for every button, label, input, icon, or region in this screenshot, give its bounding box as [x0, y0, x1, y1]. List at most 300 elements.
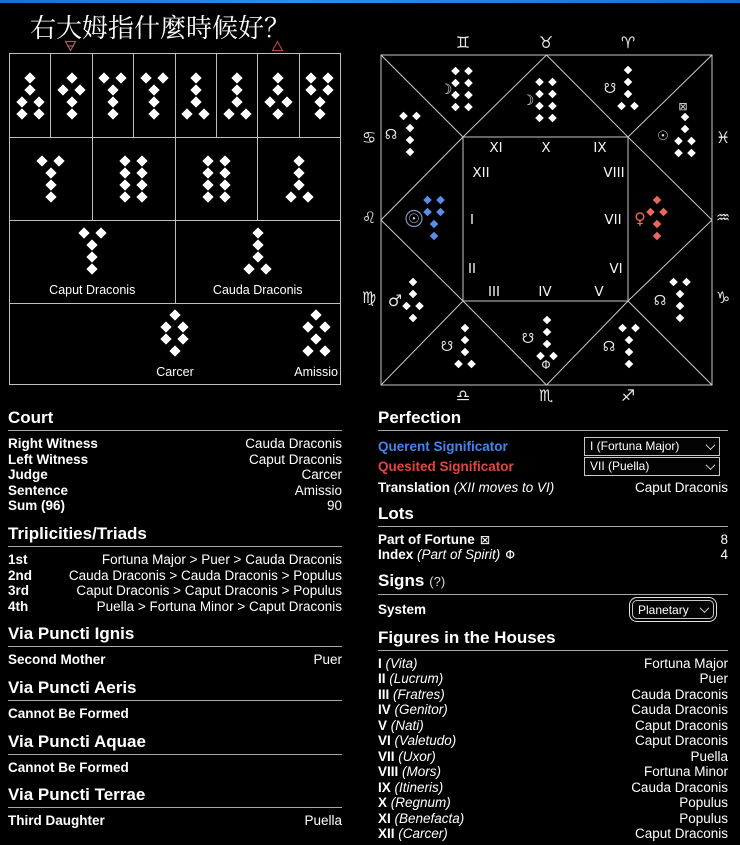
zodiac-sign-bottom: ♏ [538, 386, 554, 405]
figure-dot [402, 302, 411, 311]
quesited-significator-row [378, 456, 728, 476]
triplicity-row-2nd-value: Cauda Draconis > Cauda Draconis > Populus [68, 567, 342, 583]
zodiac-sign-top: ♉ [538, 33, 554, 52]
house-number-IV: IV [538, 284, 552, 300]
via-puncti-ignis-row-value: Puer [313, 652, 342, 668]
lots-rows [378, 532, 728, 563]
figure-label: Cauda Draconis [212, 283, 303, 297]
house-row-viii-value: Fortuna Minor [643, 764, 728, 779]
figure-dot [78, 227, 89, 238]
house-row-vi-value: Caput Draconis [634, 733, 728, 748]
figure-dot [33, 108, 44, 119]
figures-in-houses-rows [378, 656, 728, 842]
figure-dot [57, 84, 68, 95]
figure-dot [543, 316, 552, 325]
figure-dot [45, 191, 56, 202]
house-row-iv-label: IV (Genitor) [378, 702, 448, 717]
figure-dot [687, 137, 696, 146]
house-XI-figure-populus [451, 67, 473, 112]
figure-dot [66, 72, 77, 83]
figure-dot [37, 155, 48, 166]
via-puncti-aeris-row [8, 706, 342, 722]
figure-dot [285, 191, 296, 202]
zodiac-sign-right: ♓ [715, 128, 731, 147]
quesited-significator-label: Quesited Significator [378, 458, 514, 474]
court-row-sum-96- [8, 498, 342, 514]
figure-dot [66, 108, 77, 119]
house-number-II: II [468, 261, 476, 277]
house-I-figure-fortuna-major [423, 196, 445, 241]
shield-row-nieces [10, 138, 340, 221]
figure-carcer [162, 309, 187, 357]
shield-row-daughters-mothers [10, 54, 340, 138]
figure-dot [231, 72, 242, 83]
house-row-iii-label: III (Fratres) [378, 686, 445, 702]
figure-dot [423, 208, 432, 217]
house-row-x-label: X (Regnum) [378, 795, 451, 810]
shield-cell-populus [176, 138, 259, 220]
house-XII-figure-caput-draconis [399, 112, 421, 157]
heading-via-puncti-terrae: Via Puncti Terrae [8, 785, 342, 808]
figure-caput-draconis [38, 155, 63, 203]
figure-dot [451, 91, 460, 100]
court-row-judge [8, 467, 342, 483]
triplicity-row-4th [8, 599, 342, 615]
figure-dot [199, 108, 210, 119]
house-number-III: III [488, 284, 500, 300]
figure-puella [59, 72, 84, 120]
figure-dot [436, 196, 445, 205]
court-rows [8, 436, 342, 514]
figure-dot [252, 251, 263, 262]
via-puncti-aquae-row-label: Cannot Be Formed [8, 759, 129, 775]
shield-row-witnesses [10, 221, 340, 304]
figure-dot [107, 96, 118, 107]
figure-dot [54, 155, 65, 166]
figure-dot [646, 208, 655, 217]
perfection-heading: Perfection [378, 408, 728, 431]
lots-row-index-label: Index (Part of Spirit) Φ [378, 547, 516, 562]
figure-dot [631, 324, 640, 333]
figure-dot [681, 113, 690, 122]
figure-dot [202, 167, 213, 178]
planet-symbol-IX: ☋ [603, 81, 617, 97]
figure-dot [302, 321, 313, 332]
planet-symbol-IV: ☋ [521, 331, 535, 347]
shield-cell-puer [258, 54, 299, 137]
figure-dot [119, 167, 130, 178]
house-V-figure-caput-draconis [618, 324, 640, 369]
figure-dot [252, 239, 263, 250]
heading-via-puncti-aeris: Via Puncti Aeris [8, 678, 342, 701]
figure-dot [149, 84, 160, 95]
court-row-right-witness-value: Cauda Draconis [245, 436, 342, 451]
court-row-right-witness [8, 436, 342, 452]
figure-dot [119, 179, 130, 190]
chevron-down-icon [706, 440, 716, 450]
figure-dot [653, 220, 662, 229]
court-row-sentence [8, 483, 342, 499]
figure-dot [273, 72, 284, 83]
querent-significator-label: Querent Significator [378, 438, 508, 454]
house-number-VI: VI [609, 261, 623, 277]
figure-dot [548, 78, 557, 87]
figure-dot [149, 96, 160, 107]
chevron-down-icon [706, 460, 716, 470]
figure-dot [161, 333, 172, 344]
system-select[interactable] [632, 600, 714, 619]
figure-dot [231, 96, 242, 107]
triplicities-heading: Triplicities/Triads [8, 524, 342, 547]
figure-dot [190, 72, 201, 83]
figure-dot [306, 72, 317, 83]
house-row-x [378, 795, 728, 811]
querent-significator-select[interactable] [584, 437, 720, 456]
figure-dot [659, 208, 668, 217]
figure-dot [464, 67, 473, 76]
figure-dot [136, 167, 147, 178]
figure-dot [624, 90, 633, 99]
figure-dot [136, 179, 147, 190]
figure-dot [624, 78, 633, 87]
figure-dot [302, 345, 313, 356]
house-row-x-value: Populus [679, 795, 728, 810]
figure-label: Amissio [294, 365, 338, 379]
figure-dot [178, 321, 189, 332]
figure-dot [149, 108, 160, 119]
figure-dot [625, 336, 634, 345]
house-number-I: I [470, 212, 474, 228]
house-number-IX: IX [593, 140, 607, 156]
page-title: 右大姆指什麼時候好？ [30, 13, 291, 43]
figure-dot [293, 179, 304, 190]
part-of-fortune-icon: ⊠ [678, 100, 688, 113]
planet-symbol-III: ☋ [440, 339, 454, 355]
zodiac-sign-top: ♊ [455, 33, 471, 52]
figure-puer [266, 72, 291, 120]
shield-chart [9, 53, 341, 385]
shield-cell-caput-draconis [134, 54, 175, 137]
figure-dot [535, 114, 544, 123]
figure-dot [169, 345, 180, 356]
figure-dot [95, 227, 106, 238]
figure-dot [190, 96, 201, 107]
figure-dot [202, 179, 213, 190]
figure-dot [169, 309, 180, 320]
figure-dot [464, 79, 473, 88]
figure-dot [273, 84, 284, 95]
sentence-figure-group [294, 309, 338, 379]
figure-dot [310, 333, 321, 344]
figure-caput-draconis [100, 72, 125, 120]
house-divider-line [381, 137, 463, 220]
house-row-v [378, 718, 728, 734]
figure-dot [219, 155, 230, 166]
planet-symbol-XII: ☊ [384, 127, 398, 143]
quesited-significator-value: VII (Puella) [590, 459, 650, 473]
shield-cell-caput-draconis [93, 54, 134, 137]
figure-dot [107, 84, 118, 95]
querent-significator-value: I (Fortuna Major) [590, 439, 680, 453]
shield-cell-cauda-draconis [217, 54, 258, 137]
house-row-ix-value: Cauda Draconis [631, 779, 728, 795]
figure-label: Carcer [156, 365, 194, 379]
court-row-right-witness-label: Right Witness [8, 436, 98, 451]
figure-dot [409, 278, 418, 287]
house-divider-line [381, 220, 463, 301]
lots-row-part-of-fortune-value: 8 [720, 531, 728, 547]
zodiac-sign-bottom: ♐ [620, 386, 636, 405]
figure-dot [406, 136, 415, 145]
figure-dot [240, 108, 251, 119]
figure-dot [107, 108, 118, 119]
figure-dot [454, 360, 463, 369]
triplicity-row-2nd-label: 2nd [8, 567, 33, 583]
figure-dot [625, 348, 634, 357]
figure-dot [409, 314, 418, 323]
figure-dot [406, 124, 415, 133]
planet-symbol-X: ☽ [521, 93, 535, 109]
figure-dot [461, 324, 470, 333]
triplicity-row-3rd-value: Caput Draconis > Caput Draconis > Populus [76, 583, 342, 599]
signs-heading [378, 571, 728, 595]
lots-row-index-value: 4 [720, 547, 728, 562]
house-row-vi [378, 733, 728, 749]
figure-dot [74, 84, 85, 95]
quesited-significator-select[interactable] [584, 457, 720, 476]
figure-dot [423, 196, 432, 205]
figure-cauda-draconis [183, 72, 208, 120]
court-row-sentence-value: Amissio [294, 482, 342, 498]
house-divider-line [628, 301, 712, 385]
via-puncti-aquae-row [8, 760, 342, 776]
house-row-xi-value: Populus [679, 810, 728, 826]
figure-dot [451, 79, 460, 88]
querent-significator-row [378, 436, 728, 456]
house-row-xi [378, 811, 728, 827]
figure-cauda-draconis [245, 227, 270, 275]
via-puncti-terrae-row-label: Third Daughter [8, 813, 105, 829]
house-IX-figure-cauda-draconis [617, 66, 639, 111]
triplicity-row-4th-label: 4th [8, 598, 29, 614]
house-row-i [378, 656, 728, 672]
shield-cell-populus [93, 138, 176, 220]
court-row-left-witness-label: Left Witness [8, 451, 89, 467]
figure-dot [630, 102, 639, 111]
figure-dot [676, 314, 685, 323]
figure-dot [430, 232, 439, 241]
figure-dot [674, 137, 683, 146]
figure-dot [25, 84, 36, 95]
figure-dot [535, 90, 544, 99]
signs-heading-text: Signs [378, 570, 425, 590]
figure-dot [302, 191, 313, 202]
figure-dot [261, 263, 272, 274]
figure-dot [16, 96, 27, 107]
figure-dot [190, 84, 201, 95]
lots-heading: Lots [378, 504, 728, 527]
via-puncti-sections [8, 624, 342, 828]
house-row-viii [378, 764, 728, 780]
figure-dot [157, 72, 168, 83]
figures-in-houses-heading: Figures in the Houses [378, 628, 728, 651]
figure-populus [204, 155, 229, 203]
house-row-ix-label: IX (Itineris) [378, 779, 444, 795]
triplicity-row-1st-label: 1st [8, 551, 28, 567]
figure-dot [310, 309, 321, 320]
help-link[interactable]: (?) [429, 573, 446, 589]
house-divider-line [547, 301, 629, 385]
house-row-ii-value: Puer [699, 671, 728, 686]
planet-symbol-I: ☉ [408, 212, 420, 227]
house-III-figure-cauda-draconis [454, 324, 476, 369]
planet-symbol-V: ☊ [602, 339, 616, 355]
triplicity-row-1st [8, 552, 342, 568]
figure-dot [281, 96, 292, 107]
figure-amissio [304, 309, 329, 357]
via-puncti-terrae-row [8, 813, 342, 829]
figure-dot [231, 84, 242, 95]
shield-cell-cauda-draconis [176, 54, 217, 137]
figure-dot [669, 278, 678, 287]
triplicity-row-3rd [8, 583, 342, 599]
figure-dot [676, 290, 685, 299]
house-VII-figure-puella [646, 196, 668, 241]
judge-figure-group [156, 309, 194, 379]
figure-dot [548, 114, 557, 123]
figure-fortuna-major [307, 72, 332, 120]
house-row-vii [378, 749, 728, 765]
chevron-down-icon [700, 603, 710, 613]
figure-dot [409, 290, 418, 299]
shield-cell-judge [10, 304, 340, 384]
house-row-i-label: I (Vita) [378, 655, 418, 671]
house-row-ii-label: II (Lucrum) [378, 671, 444, 686]
figure-caput-draconis [142, 72, 167, 120]
shield-cell-cauda-draconis [176, 221, 341, 303]
figure-dot [682, 278, 691, 287]
figure-dot [116, 72, 127, 83]
figure-dot [451, 103, 460, 112]
triplicity-row-2nd [8, 568, 342, 584]
court-row-judge-value: Carcer [301, 467, 342, 483]
house-row-vi-label: VI (Valetudo) [378, 733, 457, 748]
house-row-xii [378, 826, 728, 842]
house-row-i-value: Fortuna Major [643, 655, 728, 671]
figure-dot [323, 72, 334, 83]
part-of-spirit-icon: Φ [541, 358, 551, 372]
zodiac-sign-right: ♒ [715, 208, 731, 227]
figure-dot [319, 345, 330, 356]
figure-dot [119, 155, 130, 166]
heading-via-puncti-aquae: Via Puncti Aquae [8, 732, 342, 755]
house-row-ii [378, 671, 728, 687]
figure-dot [136, 191, 147, 202]
figure-dot [406, 148, 415, 157]
figure-dot [45, 167, 56, 178]
house-row-v-value: Caput Draconis [634, 717, 728, 733]
figure-cauda-draconis [225, 72, 250, 120]
figure-dot [461, 348, 470, 357]
figure-dot [451, 67, 460, 76]
figure-dot [412, 112, 421, 121]
figure-dot [99, 72, 110, 83]
figure-dot [399, 112, 408, 121]
house-row-v-label: V (Nati) [378, 717, 424, 733]
house-row-vii-value: Puella [690, 748, 728, 764]
house-row-iv [378, 702, 728, 718]
lots-row-part-of-fortune-label: Part of Fortune ⊠ [378, 531, 491, 547]
house-divider-line [628, 137, 712, 220]
zodiac-sign-left: ♋ [361, 128, 377, 147]
house-row-ix [378, 780, 728, 796]
court-row-judge-label: Judge [8, 467, 48, 483]
figure-dot [653, 196, 662, 205]
shield-cell-cauda-draconis [258, 138, 340, 220]
triplicities-rows [8, 552, 342, 614]
figure-dot [66, 96, 77, 107]
figure-dot [273, 108, 284, 119]
figure-dot [323, 84, 334, 95]
figure-dot [202, 191, 213, 202]
via-puncti-aeris-row-label: Cannot Be Formed [8, 705, 129, 721]
figure-dot [461, 336, 470, 345]
house-divider-line [628, 220, 712, 301]
house-row-vii-label: VII (Uxor) [378, 748, 436, 764]
translation-row [378, 480, 728, 496]
figure-dot [136, 155, 147, 166]
planet-symbol-II: ♂ [387, 291, 403, 310]
house-row-iii-value: Cauda Draconis [631, 686, 728, 702]
court-row-sentence-label: Sentence [8, 482, 69, 498]
house-number-VII: VII [604, 212, 622, 228]
figure-dot [293, 155, 304, 166]
house-number-V: V [594, 284, 604, 300]
figure-dot [182, 108, 193, 119]
figure-dot [33, 96, 44, 107]
central-square [463, 137, 628, 301]
figure-dot [681, 125, 690, 134]
system-row [378, 600, 728, 620]
lots-row-index [378, 547, 728, 563]
top-accent-bar [0, 0, 740, 3]
triplicity-row-1st-value: Fortuna Major > Puer > Cauda Draconis [101, 551, 342, 567]
via-puncti-ignis-row [8, 652, 342, 668]
house-row-iii [378, 687, 728, 703]
planet-symbol-VIII: ☉ [657, 129, 669, 144]
zodiac-sign-bottom: ♎ [455, 386, 471, 405]
house-divider-line [628, 55, 712, 137]
triplicity-row-3rd-label: 3rd [8, 583, 30, 599]
planet-symbol-VII: ♀ [634, 209, 646, 228]
figure-dot [244, 263, 255, 274]
shield-row-judge [10, 304, 340, 384]
house-IV-figure-cauda-draconis [536, 316, 558, 361]
figure-fortuna-minor [18, 72, 43, 120]
shield-cell-caput-draconis [10, 138, 93, 220]
court-row-sum-96--label: Sum (96) [8, 498, 66, 514]
figure-dot [314, 96, 325, 107]
figure-dot [87, 239, 98, 250]
via-puncti-terrae-row-value: Puella [304, 813, 342, 829]
figure-dot [464, 103, 473, 112]
figure-dot [548, 102, 557, 111]
figure-dot [252, 227, 263, 238]
shield-cell-fortuna-minor [10, 54, 51, 137]
translation-value: Caput Draconis [634, 480, 728, 495]
figure-dot [87, 251, 98, 262]
figure-dot [161, 321, 172, 332]
